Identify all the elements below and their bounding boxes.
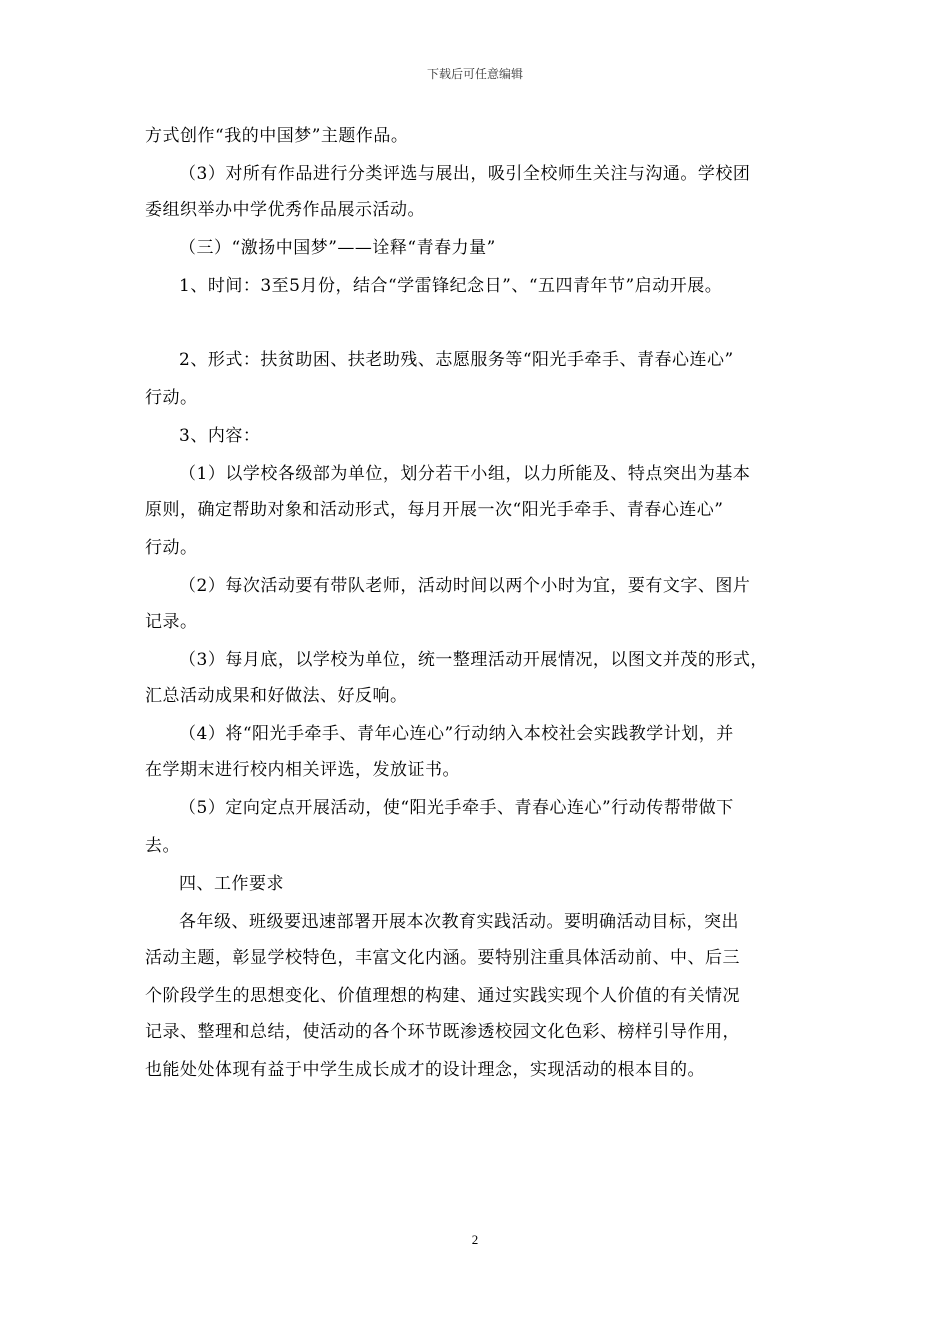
body-line: 活动主题，彰显学校特色，丰富文化内涵。要特别注重具体活动前、中、后三 — [145, 948, 740, 968]
body-line: （2）每次活动要有带队老师，活动时间以两个小时为宜，要有文字、图片 — [179, 576, 751, 596]
body-line: 记录。 — [145, 612, 198, 632]
body-line: 去。 — [145, 836, 180, 856]
body-line: 个阶段学生的思想变化、价值理想的构建、通过实践实现个人价值的有关情况 — [145, 986, 740, 1006]
body-line: 各年级、班级要迅速部署开展本次教育实践活动。要明确活动目标，突出 — [179, 912, 739, 932]
body-line: 委组织举办中学优秀作品展示活动。 — [145, 200, 425, 220]
section-heading: 四、工作要求 — [179, 874, 284, 894]
body-line: 汇总活动成果和好做法、好反响。 — [145, 686, 408, 706]
body-line: 方式创作“我的中国梦”主题作品。 — [145, 126, 409, 146]
body-line: 行动。 — [145, 388, 198, 408]
body-line: 行动。 — [145, 538, 198, 558]
body-line: 也能处处体现有益于中学生成长成才的设计理念，实现活动的根本目的。 — [145, 1060, 705, 1080]
page-header-note: 下载后可任意编辑 — [426, 67, 523, 81]
body-line: （3）每月底，以学校为单位，统一整理活动开展情况，以图文并茂的形式， — [179, 650, 768, 670]
body-line: 原则，确定帮助对象和活动形式，每月开展一次“阳光手牵手、青春心连心” — [145, 500, 724, 520]
body-line: （4）将“阳光手牵手、青年心连心”行动纳入本校社会实践教学计划，并 — [179, 724, 734, 744]
body-line: 2、形式：扶贫助困、扶老助残、志愿服务等“阳光手牵手、青春心连心” — [179, 350, 734, 370]
page-number: 2 — [471, 1232, 479, 1247]
body-line: 1、时间：3至5月份，结合“学雷锋纪念日”、“五四青年节”启动开展。 — [179, 276, 723, 296]
body-line: 记录、整理和总结，使活动的各个环节既渗透校园文化色彩、榜样引导作用， — [145, 1022, 740, 1042]
section-heading: （三）“激扬中国梦”——诠释“青春力量” — [179, 238, 496, 258]
body-line: 在学期末进行校内相关评选，发放证书。 — [145, 760, 460, 780]
body-line: （5）定向定点开展活动，使“阳光手牵手、青春心连心”行动传帮带做下 — [179, 798, 734, 818]
body-line: 3、内容： — [179, 426, 261, 446]
body-line: （3）对所有作品进行分类评选与展出，吸引全校师生关注与沟通。学校团 — [179, 164, 751, 184]
body-line: （1）以学校各级部为单位，划分若干小组，以力所能及、特点突出为基本 — [179, 464, 751, 484]
